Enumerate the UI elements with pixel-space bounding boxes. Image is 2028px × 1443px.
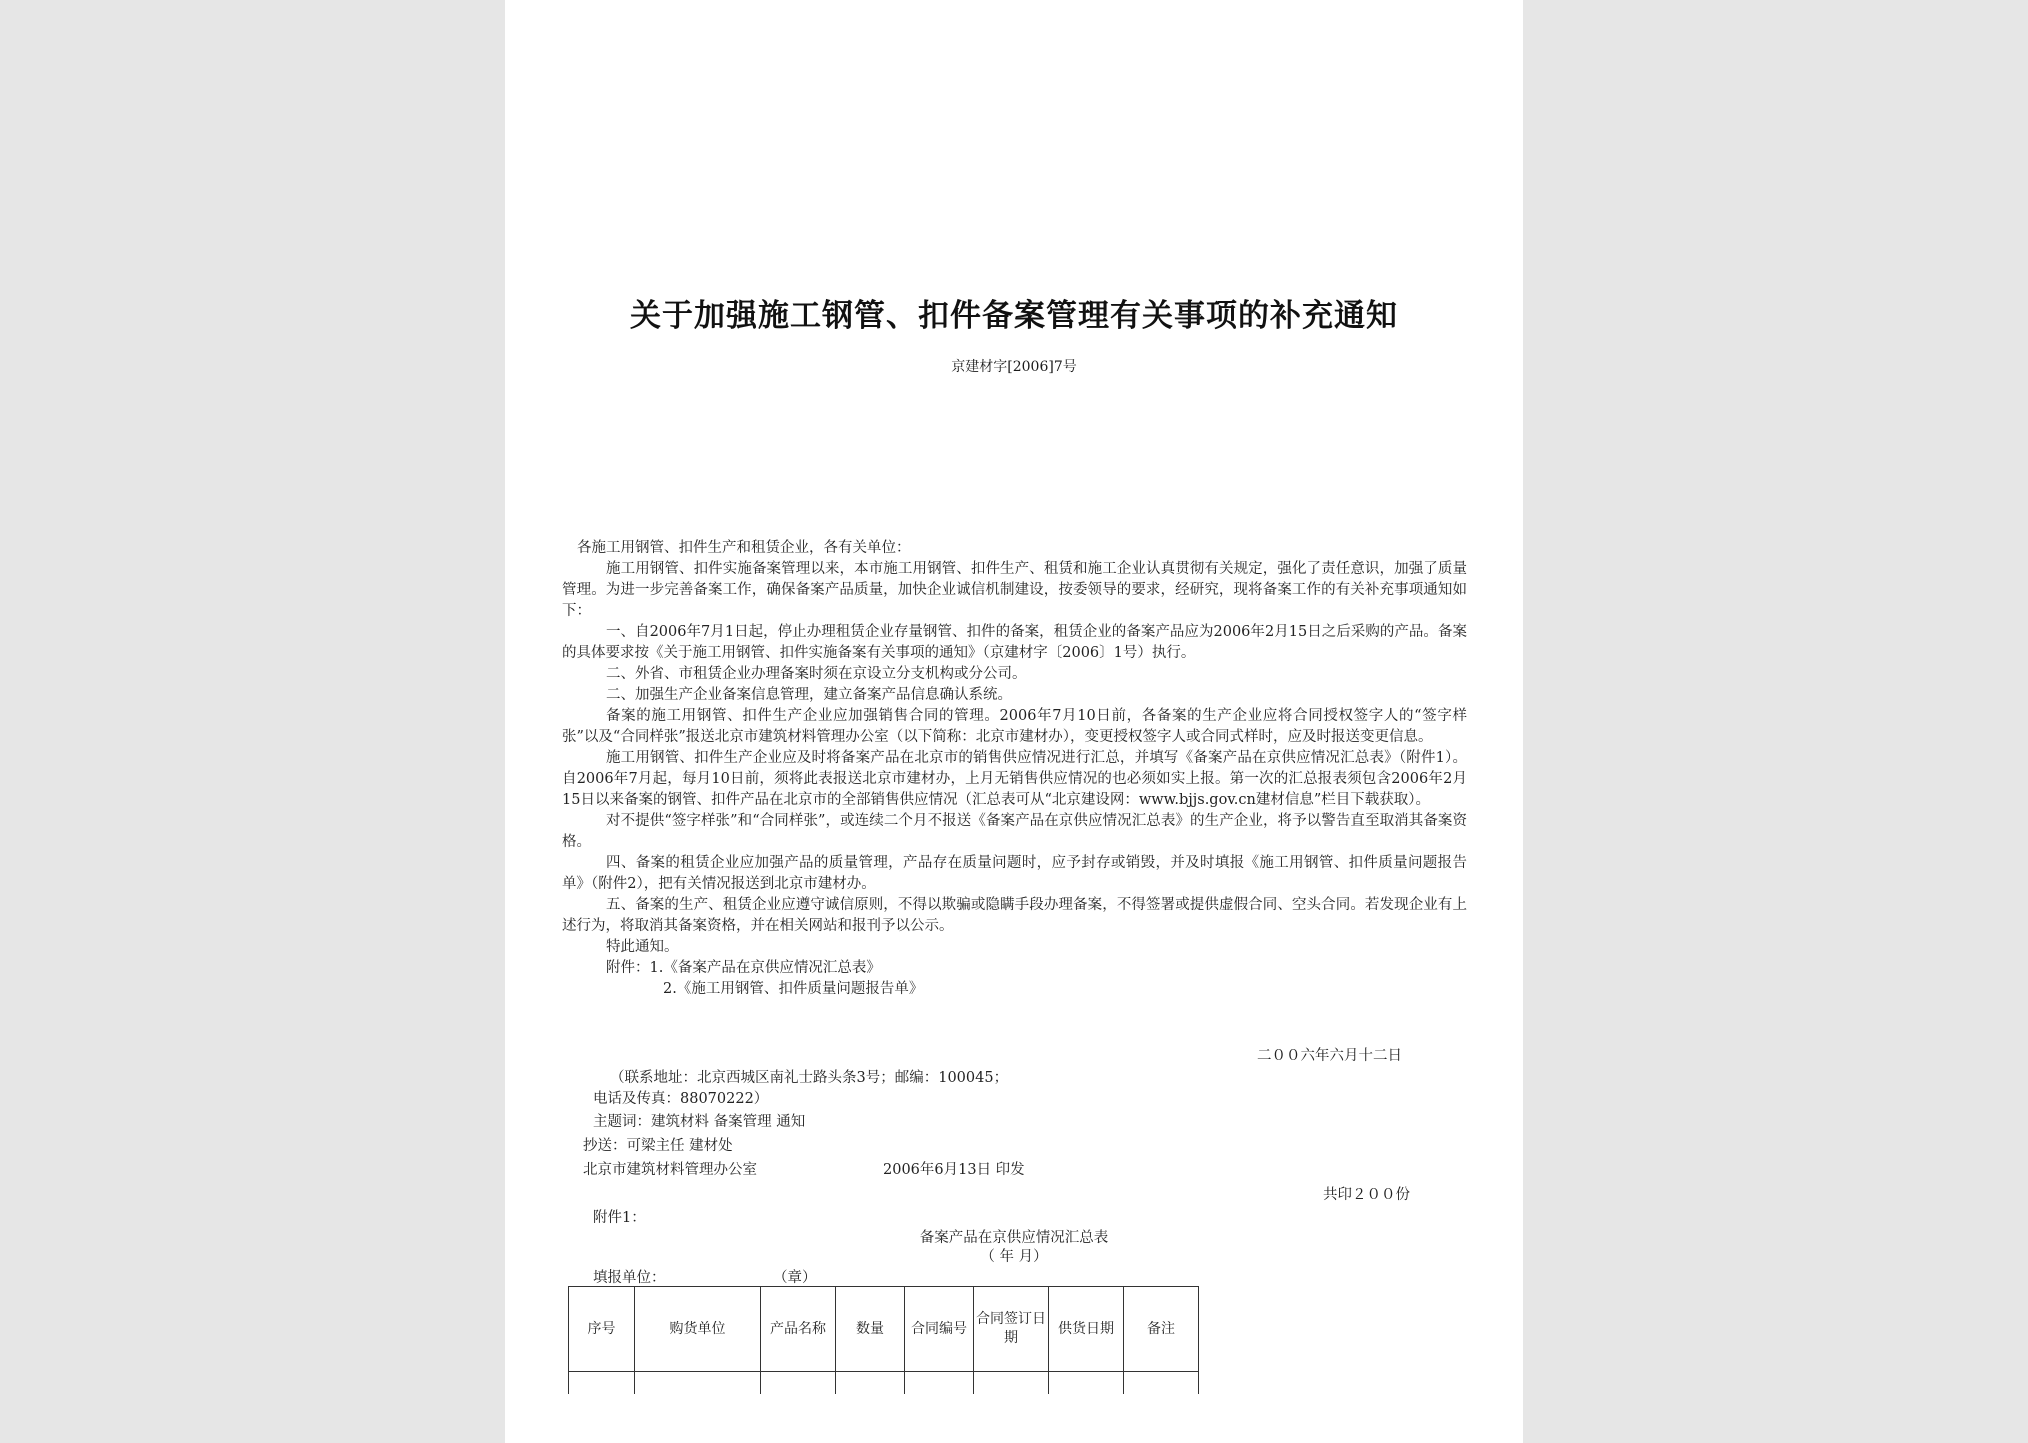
table-cell <box>635 1372 761 1395</box>
paragraph: 四、备案的租赁企业应加强产品的质量管理，产品存在质量问题时，应予封存或销毁，并及时填报《施工用钢管、扣件质量问题报告单》（附件2），把有关情况报送到北京市建材办。 <box>562 855 1467 892</box>
attachment-2: 2.《施工用钢管、扣件质量问题报告单》 <box>663 981 924 997</box>
print-date: 2006年6月13日 印发 <box>883 1162 1025 1178</box>
table-cell <box>974 1372 1049 1395</box>
table-header-row <box>569 1287 1199 1372</box>
attachments-list: 附件：1.《备案产品在京供应情况汇总表》 <box>606 960 881 976</box>
paragraph: 备案的施工用钢管、扣件生产企业应加强销售合同的管理。2006年7月10日前，各备案的生产企业应将合同授权签字人的“签字样张”以及“合同样张”报送北京市建筑材料管理办公室（以下简称：北京市建材办），变更授权签字人或合同式样时，应及时报送变更信息。 <box>562 708 1467 745</box>
issuer: 北京市建筑材料管理办公室 <box>583 1162 757 1178</box>
document-title: 关于加强施工钢管、扣件备案管理有关事项的补充通知 <box>630 298 1398 334</box>
paragraph: 一、自2006年7月1日起，停止办理租赁企业存量钢管、扣件的备案，租赁企业的备案产品应为2006年2月15日之后采购的产品。备案的具体要求按《关于施工用钢管、扣件实施备案有关事项的通知》（京建材字〔2006〕1号）执行。 <box>562 624 1467 661</box>
col-header: 合同编号 <box>905 1287 974 1372</box>
copies: 共印２００份 <box>1323 1187 1410 1203</box>
table-cell <box>569 1372 635 1395</box>
document-number: 京建材字[2006]7号 <box>951 359 1077 375</box>
table-cell <box>905 1372 974 1395</box>
seal-label: （章） <box>773 1270 817 1286</box>
document-body <box>562 538 1467 1000</box>
attachment1-label: 附件1： <box>593 1210 646 1226</box>
attachment1-period: （ 年 月） <box>980 1249 1048 1265</box>
paragraph: 施工用钢管、扣件实施备案管理以来，本市施工用钢管、扣件生产、租赁和施工企业认真贯彻有关规定，强化了责任意识，加强了质量管理。为进一步完善备案工作，确保备案产品质量，加快企业诚信机制建设，按委领导的要求，经研究，现将备案工作的有关补充事项通知如下： <box>562 561 1467 619</box>
supply-summary-table <box>568 1286 1199 1394</box>
paragraph: 施工用钢管、扣件生产企业应及时将备案产品在北京市的销售供应情况进行汇总，并填写《备案产品在京供应情况汇总表》（附件1）。自2006年7月起，每月10日前，须将此表报送北京市建材办，上月无销售供应情况的也必须如实上报。第一次的汇总报表须包含2006年2月15日以来备案的钢管、扣件产品在北京市的全部销售供应情况（汇总表可从“北京建设网：www.bjjs.gov.cn建材信息”栏目下载获取）。 <box>562 750 1467 808</box>
col-header: 备注 <box>1124 1287 1199 1372</box>
table-cell <box>836 1372 905 1395</box>
table-row <box>569 1372 1199 1395</box>
table-cell <box>1049 1372 1124 1395</box>
closing: 特此通知。 <box>606 939 679 955</box>
paragraph: 二、加强生产企业备案信息管理，建立备案产品信息确认系统。 <box>606 687 1012 703</box>
col-header: 合同签订日期 <box>974 1287 1049 1372</box>
fill-unit-label: 填报单位： <box>593 1270 666 1286</box>
keywords: 主题词：建筑材料 备案管理 通知 <box>593 1114 806 1130</box>
paragraph: 五、备案的生产、租赁企业应遵守诚信原则，不得以欺骗或隐瞒手段办理备案，不得签署或提供虚假合同、空头合同。若发现企业有上述行为，将取消其备案资格，并在相关网站和报刊予以公示。 <box>562 897 1467 934</box>
paragraph: 对不提供“签字样张”和“合同样张”，或连续二个月不报送《备案产品在京供应情况汇总表》的生产企业，将予以警告直至取消其备案资格。 <box>562 813 1467 850</box>
salutation: 各施工用钢管、扣件生产和租赁企业，各有关单位： <box>577 540 911 556</box>
document-page <box>505 0 1523 1443</box>
col-header: 供货日期 <box>1049 1287 1124 1372</box>
attachment1-title: 备案产品在京供应情况汇总表 <box>919 1230 1109 1246</box>
col-header: 购货单位 <box>635 1287 761 1372</box>
col-header: 序号 <box>569 1287 635 1372</box>
col-header: 数量 <box>836 1287 905 1372</box>
contact-address: （联系地址：北京西城区南礼士路头条3号；邮编：100045； <box>610 1070 1009 1086</box>
cc-list: 抄送：可梁主任 建材处 <box>583 1138 733 1154</box>
paragraph: 二、外省、市租赁企业办理备案时须在京设立分支机构或分公司。 <box>606 666 1027 682</box>
contact-phone: 电话及传真：88070222） <box>593 1091 769 1107</box>
table-cell <box>761 1372 836 1395</box>
issue-date: 二００六年六月十二日 <box>1257 1048 1402 1064</box>
table-cell <box>1124 1372 1199 1395</box>
col-header: 产品名称 <box>761 1287 836 1372</box>
